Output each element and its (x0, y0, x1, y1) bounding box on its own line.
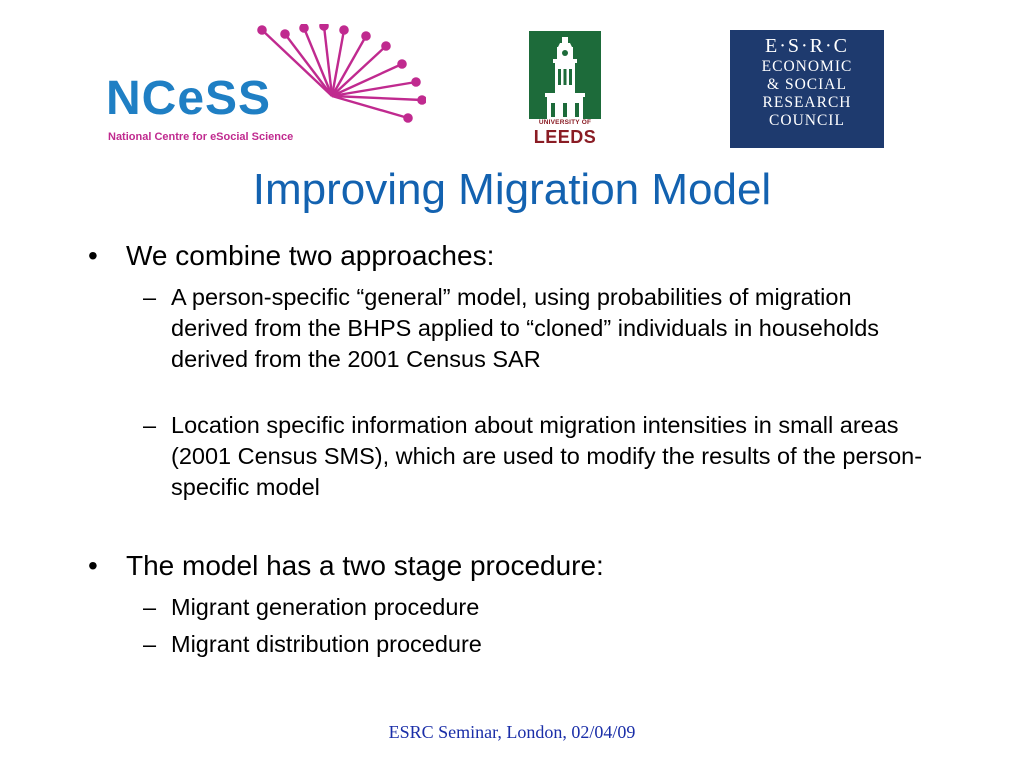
leeds-name-label: LEEDS (533, 127, 597, 147)
bullet-marker: • (88, 550, 98, 581)
sub-bullet-marker: – (143, 594, 157, 620)
bullet-text: The model has a two stage procedure: (126, 550, 604, 581)
esrc-line-economic: ECONOMIC (761, 58, 853, 75)
bullet-list-item (0, 550, 1024, 582)
sub-bullet-text: Migrant distribution procedure (171, 631, 482, 657)
bullet-text: We combine two approaches: (126, 240, 495, 271)
esrc-acronym: E·S·R·C (765, 35, 849, 57)
sub-bullet-marker: – (143, 412, 157, 438)
sub-bullet-text: Migrant generation procedure (171, 594, 480, 620)
sub-bullet-text: Location specific information about migration intensities in small areas (2001 Census SMS), which are used to modify the results of the person-specific model (171, 412, 923, 500)
ncess-logo (104, 24, 426, 146)
esrc-logo (730, 30, 884, 148)
sub-bullet-marker: – (143, 631, 157, 657)
leeds-university-of-label: UNIVERSITY OF (538, 119, 592, 126)
sub-bullet-marker: – (143, 284, 157, 310)
ncess-starburst-icon (104, 24, 426, 146)
esrc-line-social: & SOCIAL (767, 76, 847, 93)
sub-bullet-text: A person-specific “general” model, using probabilities of migration derived from the BHPS applied to “cloned” individuals in households derived from the 2001 Census SAR (171, 284, 880, 372)
slide-title: Improving Migration Model (252, 165, 772, 214)
esrc-line-council: COUNCIL (769, 112, 845, 129)
slide-footer: ESRC Seminar, London, 02/04/09 (388, 722, 636, 742)
ncess-wordmark: NCeSS (106, 72, 272, 125)
ncess-subtitle: National Centre for eSocial Science (108, 131, 294, 143)
bullet-list-item (0, 240, 1024, 272)
leeds-logo (529, 31, 601, 149)
parkinson-tower-icon (529, 31, 601, 121)
leeds-wordmark (529, 119, 601, 149)
bullet-marker: • (88, 240, 98, 271)
esrc-line-research: RESEARCH (762, 94, 852, 111)
